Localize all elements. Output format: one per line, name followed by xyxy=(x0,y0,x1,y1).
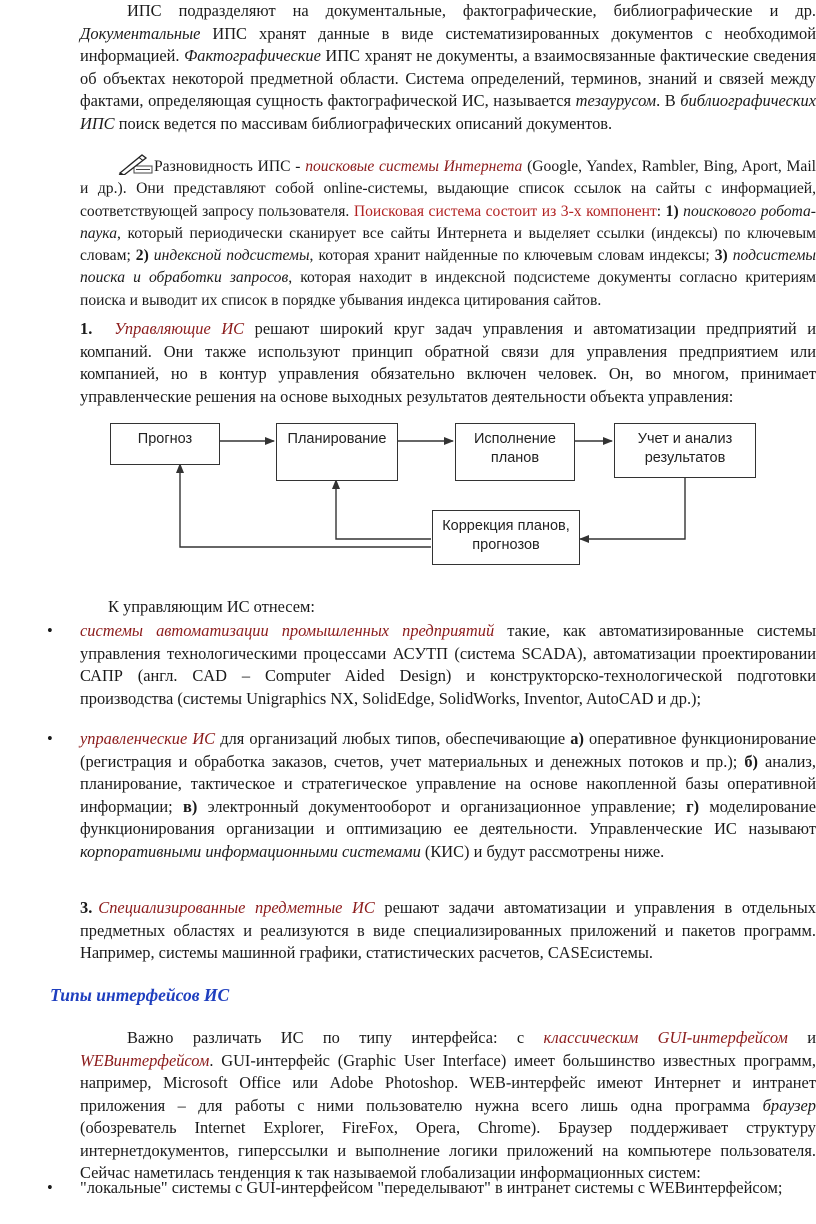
text: для организаций любых типов, обеспечивающие xyxy=(215,729,571,748)
text: К управляющим ИС отнесем: xyxy=(108,597,315,616)
text: ИПС хранят данные в виде систематизированных документов с необходимой информацией. xyxy=(80,23,816,65)
paragraph-specialized-is xyxy=(80,897,816,965)
text: "локальные" системы с GUI-интерфейсом "переделывают" в интранет системы с WEBинтерфейсом; xyxy=(80,1178,783,1197)
paragraph-control-is xyxy=(80,318,816,408)
box-label: результатов xyxy=(644,450,726,466)
bullet-industrial xyxy=(47,620,816,710)
text: (КИС) и будут рассмотрены ниже. xyxy=(420,841,665,861)
term-thesaurus: тезаурусом xyxy=(575,91,657,110)
term-web: WEBинтерфейсом xyxy=(80,1050,210,1070)
bullet-mark: • xyxy=(47,621,53,640)
box-label: Исполнение xyxy=(474,431,556,447)
term-query: подсистемы поиска и обработки запросов xyxy=(80,247,816,287)
box-forecast xyxy=(110,423,220,465)
text: , которая хранит найденные по ключевым словам индексы; xyxy=(309,247,715,265)
control-cycle-diagram xyxy=(108,420,760,570)
box-correction xyxy=(432,510,580,565)
pencil-note-icon xyxy=(112,153,154,175)
text: анализ, планирование, тактическое и стратегическое управление на основе накопленной базы оперативной информации; xyxy=(80,751,816,816)
text: . GUI-интерфейс (Graphic User Interface) имеет большинство известных программ, например, Microsoft Office или Adobe Photoshop. WEB-интерфейс имеют Интернет и интранет приложения – для работы с ними пользователю нужна всего лишь одна программа xyxy=(80,1050,816,1115)
bullet-local-systems xyxy=(47,1177,816,1200)
paragraph-list-intro xyxy=(108,596,808,619)
term-industrial-automation: системы автоматизации промышленных предприятий xyxy=(80,621,495,640)
term-specialized-is: Специализированные предметные ИС xyxy=(98,898,375,917)
term-control-is: Управляющие ИС xyxy=(114,319,245,338)
list-marker: 3) xyxy=(714,247,728,265)
text: : xyxy=(656,202,666,220)
text: . В xyxy=(656,91,681,110)
box-planning xyxy=(276,423,398,481)
text: (Google, Yandex, Rambler, Bing, Aport, Mail и др.). Они представляют собой online-системы, выдающие список ссылок на сайты с информацией, соответствующей запросу пользователя. xyxy=(80,158,816,220)
term-bibliographic: библиографических ИПС xyxy=(80,91,816,133)
section-number: 1. xyxy=(80,319,93,338)
box-execution xyxy=(455,423,575,481)
term-gui: классическим GUI-интерфейсом xyxy=(543,1028,788,1047)
text: такие, как автоматизированные системы управления технологическими процессами АСУТП (система SCADA), автоматизации проектировании САПР (англ. CAD – Computer Aided Design) и конструкторско-технологической подготовки производства (системы Unigraphics NX, SolidEdge, SolidWorks, Inventor, AutoCAD и др.); xyxy=(80,621,816,708)
term-search-engines: поисковые системы Интернета xyxy=(305,158,523,175)
box-label: Прогноз xyxy=(137,431,193,447)
list-marker: в) xyxy=(183,796,198,816)
term-documentary: Документальные xyxy=(80,23,201,43)
list-marker: 1) xyxy=(665,202,679,220)
term-components: Поисковая система состоит из 3-х компонент xyxy=(353,202,657,220)
text: решают задачи автоматизации и управления в отдельных предметных областях и реализуются в виде специализированных приложений и пакетов программ. Например, системы машинной графики, статистических расчетов, CASEсистемы. xyxy=(80,898,816,962)
text: , который периодически сканирует все сайты Интернета и выделяет ссылки (индексы) по ключевым словам; xyxy=(80,224,816,265)
text: , которая находит в индексной подсистеме документы согласно критериям поиска и выводит их список в порядке убывания индекса цитирования сайтов. xyxy=(80,269,816,309)
text: (обозреватель Internet Explorer, FireFox, Opera, Chrome). Браузер поддерживает структуру интернетдокументов, гиперссылки и выполнение логики приложений на компьютере пользователя. Сейчас наметилась тенденция к так называемой глобализации информационных систем: xyxy=(80,1118,816,1182)
box-label: прогнозов xyxy=(472,537,540,553)
list-marker: 2) xyxy=(135,247,149,265)
box-accounting xyxy=(614,423,756,478)
text: Важно различать ИС по типу интерфейса: с xyxy=(127,1028,544,1047)
text: моделирование функционирования организации и оптимизацию ее деятельности. Управленческие ИС называют xyxy=(80,796,816,838)
text: Разновидность ИПС - xyxy=(154,158,306,175)
box-label: планов xyxy=(490,450,540,466)
text: ИПС подразделяют на документальные, фактографические, библиографические и др. xyxy=(127,1,816,20)
list-marker: а) xyxy=(570,729,584,748)
text: ИПС хранят не документы, а взаимосвязанные фактические сведения об объектах некоторой предметной области. Система определений, терминов, знаний и связей между фактами, определяющая сущность фактографической ИС, называется xyxy=(80,46,816,110)
box-label: Учет и анализ xyxy=(637,431,733,447)
section-number: 3. xyxy=(80,898,93,917)
term-factographic: Фактографические xyxy=(184,46,321,65)
section-heading: Типы интерфейсов ИС xyxy=(50,985,230,1005)
text: решают широкий круг задач управления и автоматизации предприятий и компаний. Они также используют принцип обратной связи для управления предприятием или компанией, но в контур управления обязательно включен человек. Он, во многом, принимает управленческие решения на основе выходных результатов деятельности объекта управления: xyxy=(80,319,816,406)
term-management-is: управленческие ИС xyxy=(80,729,216,748)
bullet-mark: • xyxy=(47,1178,53,1197)
term-index: индексной подсистемы xyxy=(148,247,310,265)
list-marker: г) xyxy=(686,796,700,816)
term-robot: поискового робота-паука xyxy=(80,202,816,242)
text: электронный документооборот и организационное управление; xyxy=(197,796,687,816)
bullet-mark: • xyxy=(47,729,53,748)
paragraph-interfaces xyxy=(80,1027,816,1185)
text: поиск ведется по массивам библиографических описаний документов. xyxy=(114,113,613,133)
text: оперативное функционирование (регистрация и обработка заказов, счетов, учет материальных и денежных потоков и пр.); xyxy=(80,729,816,771)
paragraph-ips-types xyxy=(80,0,816,135)
box-label: Коррекция планов, xyxy=(442,518,570,534)
list-marker: б) xyxy=(744,751,759,771)
bullet-management xyxy=(47,728,816,863)
box-label: Планирование xyxy=(287,431,387,447)
text: и xyxy=(787,1028,816,1047)
term-browser: браузер xyxy=(762,1095,816,1115)
term-corporate-is: корпоративными информационными системами xyxy=(80,841,421,861)
paragraph-search-engines xyxy=(80,153,816,312)
